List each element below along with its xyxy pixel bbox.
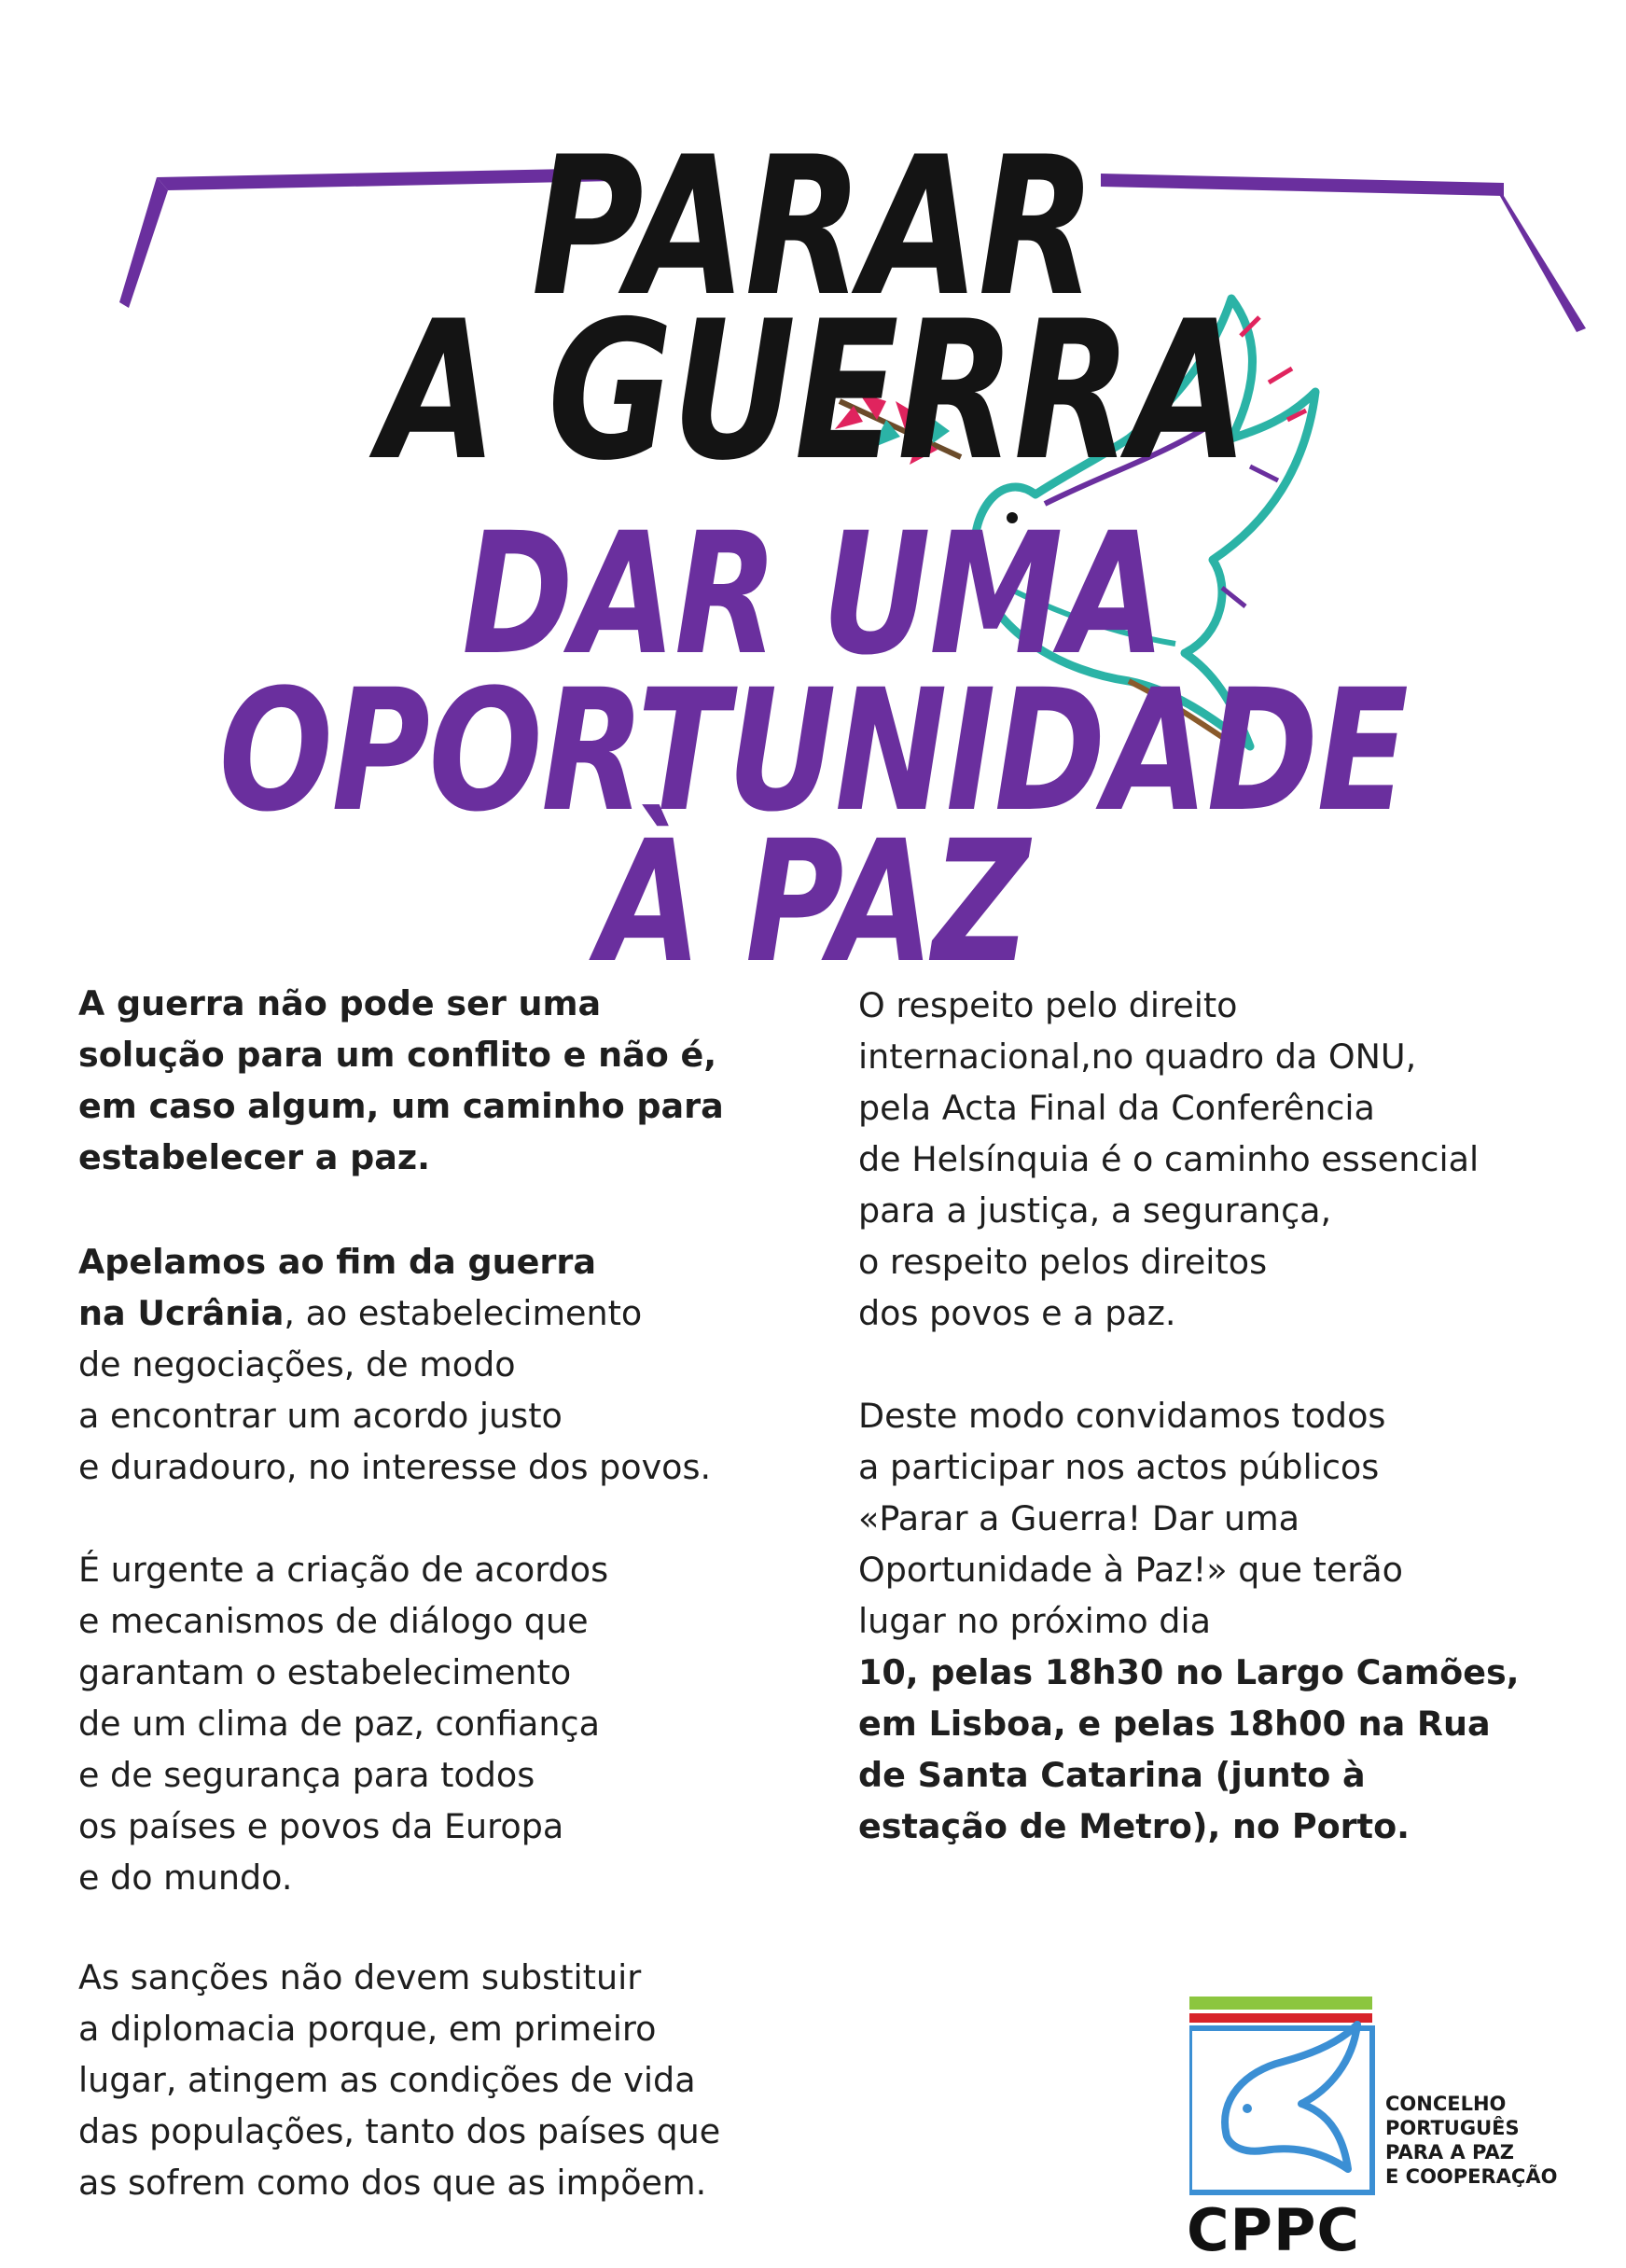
left-paragraph-2-text: , ao estabelecimento de negociações, de modo a encontrar um acordo justo e duradouro, no interesse dos povos. — [78, 1293, 712, 1487]
logo-acronym: CPPC — [1187, 2196, 1360, 2264]
left-paragraph-2 — [78, 1236, 787, 1493]
right-paragraph-2-bold: 10, pelas 18h30 no Largo Camões, em Lisboa, e pelas 18h00 na Rua de Santa Catarina (junto à estação de Metro), no Porto. — [858, 1652, 1520, 1846]
headline-line-5: À PAZ — [597, 805, 1029, 1000]
right-paragraph-2: Deste modo convidamos todos a participar nos actos públicos «Parar a Guerra! Dar uma Oportunidade à Paz!» que terão lugar no próximo dia — [858, 1396, 1403, 1641]
headline-line-4: OPORTUNIDADE — [218, 654, 1408, 849]
left-paragraph-4: As sanções não devem substituir a diplomacia porque, em primeiro lugar, atingem as condições de vida das populações, tanto dos países que as sofrem como dos que as impõem. — [78, 1957, 721, 2203]
cppc-logo-icon — [1189, 1997, 1376, 2202]
headline-line-2: A GUERRA — [379, 281, 1247, 503]
right-paragraph-1: O respeito pelo direito internacional,no quadro da ONU, pela Acta Final da Conferência de Helsínquia é o caminho essencial para a justiça, a segurança, o respeito pelos direitos dos povos e a paz. — [858, 985, 1480, 1333]
logo-organization-name: CONCELHO PORTUGUÊS PARA A PAZ E COOPERAÇÃO — [1385, 2093, 1558, 2188]
left-paragraph-2-bold: Apelamos ao fim da guerra na Ucrânia — [78, 1242, 596, 1333]
left-paragraph-1: A guerra não pode ser uma solução para um conflito e não é, em caso algum, um caminho para estabelecer a paz. — [78, 983, 724, 1177]
headline-line-3: DAR UMA — [462, 497, 1164, 692]
headline-line-1: PARAR — [531, 117, 1095, 339]
left-paragraph-3: É urgente a criação de acordos e mecanismos de diálogo que garantam o estabelecimento de um clima de paz, confiança e de segurança para todos os países e povos da Europa e do mundo. — [78, 1550, 609, 1898]
